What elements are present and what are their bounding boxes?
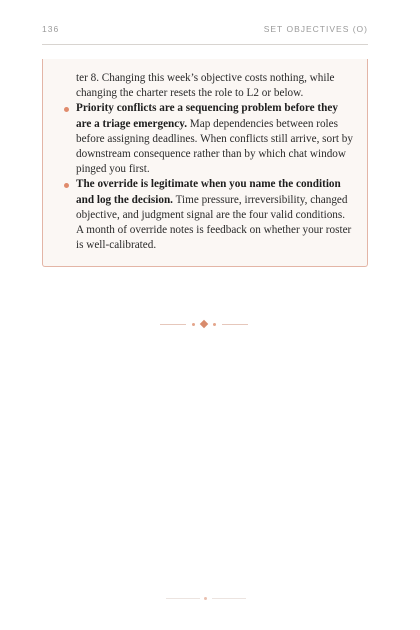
callout-continued-text: ter 8. Changing this week’s objective costs nothing, while changing the charter resets the role to L2 or below. <box>76 72 335 100</box>
section-title: SET OBJECTIVES (O) <box>263 24 368 34</box>
bullet-body: Time pressure, irreversibility, changed objective, and judgment signal are the four valid conditions. A month of override notes is feedback on whether your roster is well-calibrated. <box>76 193 352 252</box>
footer-ornament-line <box>212 598 246 599</box>
bullet-dot-icon <box>64 107 69 112</box>
bullet-dot-icon <box>64 183 69 188</box>
ornament-diamond <box>200 319 208 327</box>
running-header <box>42 24 368 38</box>
bullet-body: Map dependencies between roles before assigning deadlines. When conflicts still arrive, sort by downstream consequence rather than by which chat window pinged you first. <box>76 117 353 176</box>
ornament-line <box>222 324 248 325</box>
footer-ornament-dot <box>204 597 207 600</box>
bullet-item-override <box>76 177 353 253</box>
bullet-item-priority-conflicts <box>76 101 353 177</box>
ornament-dot <box>213 323 216 326</box>
bullet-heading: The override is legitimate when you name the condition and log the decision. <box>76 178 341 206</box>
header-rule <box>42 44 368 45</box>
summary-callout-box <box>42 59 368 267</box>
callout-bullet-list <box>76 101 353 253</box>
ornament-line <box>160 324 186 325</box>
bullet-heading: Priority conflicts are a sequencing problem before they are a triage emergency. <box>76 102 338 130</box>
page-number: 136 <box>42 24 60 34</box>
ornament-dot <box>192 323 195 326</box>
footer-ornament-line <box>166 598 200 599</box>
diamond-ornament-icon <box>160 318 248 330</box>
dot-ornament-icon <box>166 594 246 602</box>
